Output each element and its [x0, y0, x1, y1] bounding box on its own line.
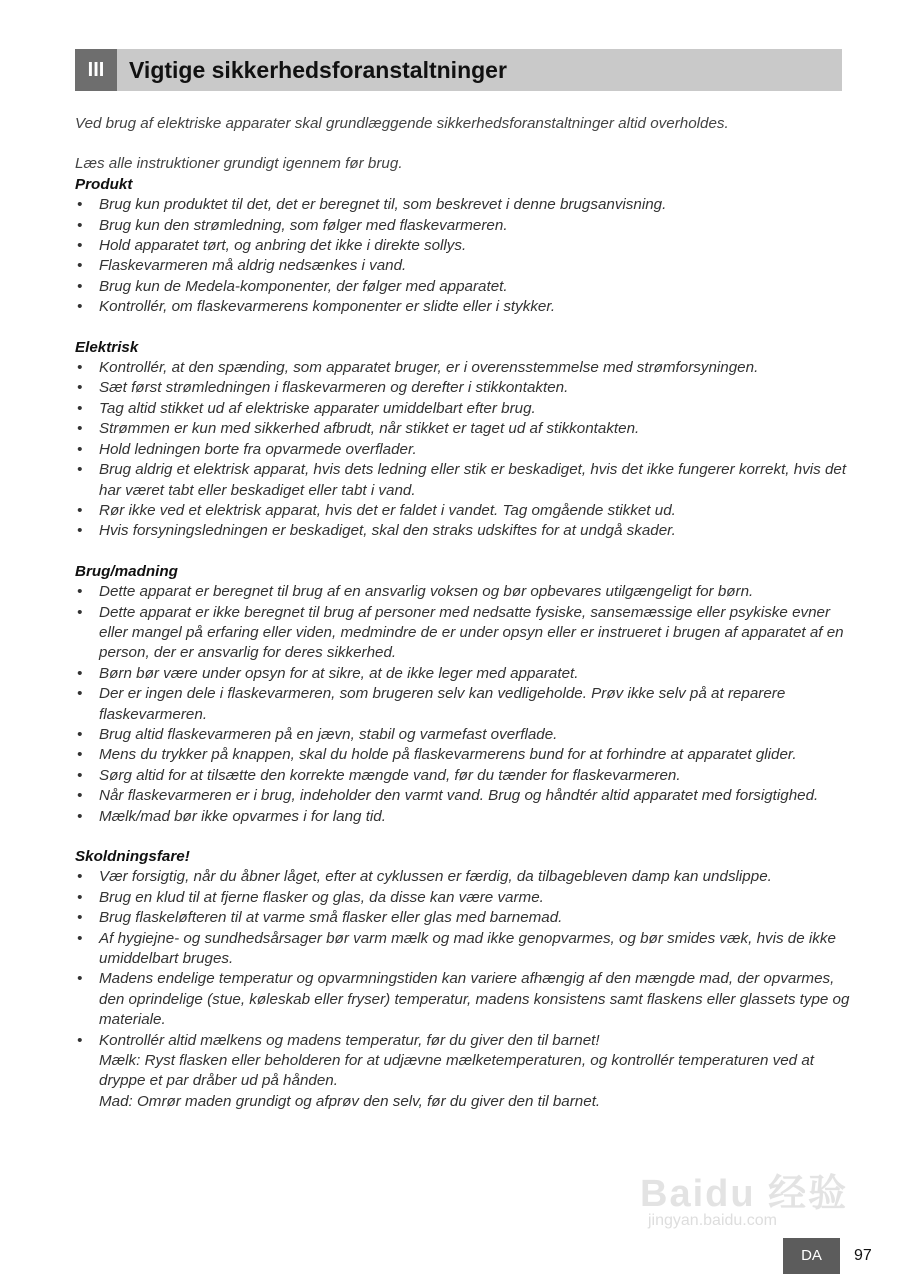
bullet-icon: •: [77, 909, 83, 927]
bullet-icon: •: [77, 420, 83, 438]
intro-paragraph: Ved brug af elektriske apparater skal grundlæggende sikkerhedsforanstaltninger altid overholdes.: [75, 115, 729, 132]
bullet-list: [75, 358, 850, 542]
list-item: [75, 1031, 850, 1113]
language-badge: DA: [783, 1238, 840, 1274]
bullet-icon: •: [77, 603, 83, 621]
list-item: • Hvis forsyningsledningen er beskadiget, skal den straks udskiftes for at undgå skader.: [75, 521, 850, 541]
baidu-watermark-url: jingyan.baidu.com: [648, 1212, 777, 1229]
list-item: • Der er ingen dele i flaskevarmeren, som brugeren selv kan vedligeholde. Prøv ikke selv på at reparere flaskevarmeren.: [77, 685, 786, 723]
list-item: • Hold ledningen borte fra opvarmede overflader.: [75, 440, 850, 460]
bullet-icon: •: [77, 237, 83, 255]
bullet-icon: •: [77, 196, 83, 214]
page-number: 97: [854, 1247, 872, 1264]
section-title: Elektrisk: [75, 338, 139, 356]
bullet-icon: •: [77, 277, 83, 295]
list-item: • Kontrollér, at den spænding, som apparatet bruger, er i overensstemmelse med strømforsyningen.: [75, 358, 850, 378]
page-title: Vigtige sikkerhedsforanstaltninger: [129, 57, 507, 83]
list-item: • Dette apparat er beregnet til brug af en ansvarlig voksen og bør opbevares utilgængeligt for børn.: [75, 582, 850, 602]
bullet-icon: •: [77, 685, 83, 703]
list-item: • Hold apparatet tørt, og anbring det ikke i direkte sollys.: [75, 236, 850, 256]
temperature-check-milk: Mælk: Ryst flasken eller beholderen for at udjævne mælketemperaturen, og kontrollér temperaturen ved at dryppe et par dråber ud på hånden.: [99, 1052, 815, 1090]
list-item: • Mælk/mad bør ikke opvarmes i for lang tid.: [75, 807, 850, 827]
bullet-icon: •: [77, 216, 83, 234]
list-item: • Strømmen er kun med sikkerhed afbrudt, når stikket er taget ud af stikkontakten.: [75, 419, 850, 439]
bullet-icon: •: [77, 257, 83, 275]
section-produkt: [75, 175, 850, 318]
bullet-list: [75, 867, 850, 1112]
list-item: • Tag altid stikket ud af elektriske apparater umiddelbart efter brug.: [75, 399, 850, 419]
list-item: • Vær forsigtig, når du åbner låget, efter at cyklussen er færdig, da tilbagebleven damp kan undslippe.: [75, 867, 850, 887]
bullet-icon: •: [77, 868, 83, 886]
section-number: III: [75, 49, 117, 91]
list-item: • Brug kun den strømledning, som følger med flaskevarmeren.: [75, 216, 850, 236]
bullet-icon: •: [77, 379, 83, 397]
list-item: • Brug kun de Medela-komponenter, der følger med apparatet.: [75, 277, 850, 297]
list-item: • Brug en klud til at fjerne flasker og glas, da disse kan være varme.: [75, 888, 850, 908]
list-item: • Madens endelige temperatur og opvarmningstiden kan variere afhængig af den mængde mad, der opvarmes, den oprindelige (stue, køleskab eller fryser) temperatur, madens konsistens samt flaskens eller glassets type og materiale.: [77, 970, 850, 1029]
list-item: • Når flaskevarmeren er i brug, indeholder den varmt vand. Brug og håndtér altid apparatet med forsigtighed.: [75, 786, 850, 806]
list-item: • Mens du trykker på knappen, skal du holde på flaskevarmerens bund for at forhindre at apparatet glider.: [75, 745, 850, 765]
section-skoldningsfare: [75, 847, 850, 1112]
temperature-check-food: Mad: Omrør maden grundigt og afprøv den selv, før du giver den til barnet.: [99, 1092, 601, 1110]
list-item: • Brug altid flaskevarmeren på en jævn, stabil og varmefast overflade.: [75, 725, 850, 745]
intro-paragraph: Læs alle instruktioner grundigt igennem før brug.: [75, 155, 403, 173]
list-item: • Børn bør være under opsyn for at sikre, at de ikke leger med apparatet.: [75, 664, 850, 684]
bullet-icon: •: [77, 664, 83, 682]
list-item: • Flaskevarmeren må aldrig nedsænkes i vand.: [75, 256, 850, 276]
bullet-icon: •: [77, 359, 83, 377]
bullet-icon: •: [77, 807, 83, 825]
list-item: • Brug flaskeløfteren til at varme små flasker eller glas med barnemad.: [75, 908, 850, 928]
section-brug-madning: [75, 562, 850, 827]
section-header: [75, 49, 842, 91]
bullet-icon: •: [77, 522, 83, 540]
list-item: • Sæt først strømledningen i flaskevarmeren og derefter i stikkontakten.: [75, 378, 850, 398]
list-item: • Sørg altid for at tilsætte den korrekte mængde vand, før du tænder for flaskevarmeren.: [75, 766, 850, 786]
temperature-check-main: Kontrollér altid mælkens og madens temperatur, før du giver den til barnet!: [99, 1031, 600, 1049]
bullet-icon: •: [77, 746, 83, 764]
section-title: Skoldningsfare!: [75, 848, 190, 865]
section-elektrisk: [75, 338, 850, 542]
bullet-icon: •: [77, 970, 83, 988]
baidu-watermark-logo: Baidu 经验: [640, 1173, 849, 1215]
bullet-list: [75, 195, 850, 317]
bullet-icon: •: [77, 766, 83, 784]
bullet-icon: •: [77, 440, 83, 458]
document-body: [75, 114, 850, 1132]
bullet-icon: •: [77, 725, 83, 743]
list-item: • Brug kun produktet til det, det er beregnet til, som beskrevet i denne brugsanvisning.: [75, 195, 850, 215]
bullet-icon: •: [77, 787, 83, 805]
list-item: • Af hygiejne- og sundhedsårsager bør varm mælk og mad ikke genopvarmes, og bør smides væk, hvis de ikke umiddelbart bruges.: [77, 929, 836, 968]
section-title: Brug/madning: [75, 562, 178, 580]
bullet-list: [75, 582, 850, 827]
bullet-icon: •: [77, 298, 83, 316]
bullet-icon: •: [77, 399, 83, 417]
bullet-icon: •: [77, 461, 83, 479]
list-item: • Rør ikke ved et elektrisk apparat, hvis det er faldet i vandet. Tag omgående stikket ud.: [75, 501, 850, 521]
bullet-icon: •: [77, 929, 83, 947]
section-title: Produkt: [75, 175, 133, 193]
bullet-icon: •: [77, 1031, 83, 1049]
bullet-icon: •: [77, 583, 83, 601]
list-item: • Dette apparat er ikke beregnet til brug af personer med nedsatte fysiske, sansemæssige eller psykiske evner eller mangel på erfaring eller viden, medmindre de er under opsyn eller er instrueret i brugen af apparatet af en person, der er ansvarlig for deres sikkerhed.: [77, 603, 844, 662]
bullet-icon: •: [77, 501, 83, 519]
list-item: • Brug aldrig et elektrisk apparat, hvis dets ledning eller stik er beskadiget, hvis det ikke fungerer korrekt, hvis det har været tabt eller beskadiget eller tabt i vand.: [77, 461, 847, 499]
list-item: • Kontrollér, om flaskevarmerens komponenter er slidte eller i stykker.: [75, 297, 850, 317]
bullet-icon: •: [77, 888, 83, 906]
